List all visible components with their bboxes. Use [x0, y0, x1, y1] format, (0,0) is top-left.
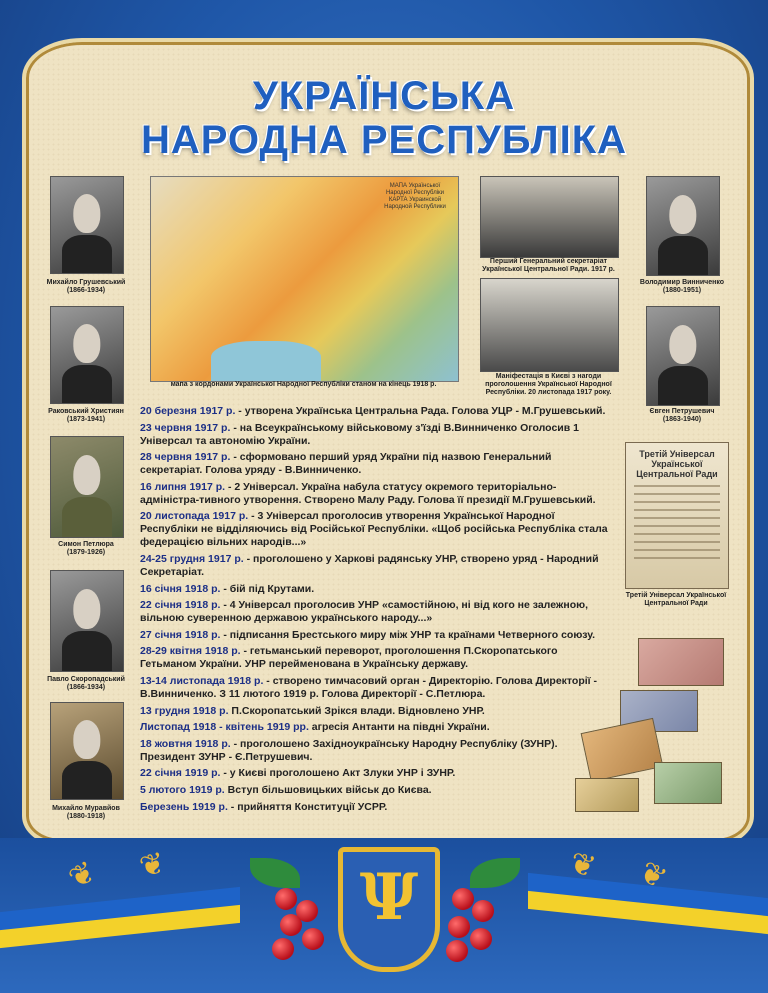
- document-heading: Третій Універсал Української Центральної Ради: [636, 449, 718, 479]
- portrait-rakovsky: [50, 306, 124, 404]
- portrait-caption: Михайло Грушевський (1866-1934): [46, 279, 126, 294]
- viburnum-berry-icon: [452, 888, 474, 910]
- timeline-item: 24-25 грудня 1917 р. - проголошено у Харкові радянську УНР, створено уряд - Народний Секретаріат.: [140, 552, 599, 578]
- timeline-item: 28-29 квітня 1918 р. - гетьманський переворот, проголошення П.Скоропатського Гетьманом України. УНР перейменована в Українську державу.: [140, 645, 558, 671]
- timeline-item: 16 липня 1917 р. - 2 Універсал. Україна набула статусу окремого територіально-адміністра-тивного утворення. Створено Малу Раду. Голова її президії М.Грушевський.: [140, 480, 596, 506]
- timeline-item: 18 жовтня 1918 р. - проголошено Західноукраїнську Народну Республіку (ЗУНР). Президент ЗУНР - Є.Петрушевич.: [140, 737, 558, 763]
- portrait-caption: Володимир Винниченко (1880-1951): [639, 279, 725, 294]
- timeline-item: 20 березня 1917 р. - утворена Українська Центральна Рада. Голова УЦР - М.Грушевський.: [140, 405, 606, 417]
- banknote-image: [638, 638, 724, 686]
- wheat-icon: ❦: [136, 846, 169, 885]
- viburnum-berry-icon: [272, 938, 294, 960]
- timeline-item: 28 червня 1917 р. - сформовано перший уряд України під назвою Генеральний секретаріат. Голова уряду - В.Винниченко.: [140, 451, 552, 477]
- document-caption: Третій Універсал Української Центральної Ради: [625, 592, 727, 607]
- portrait-vynnychenko: [646, 176, 720, 276]
- poster-title-line2: НАРОДНА РЕСПУБЛІКА: [140, 118, 627, 162]
- timeline-item: 20 листопада 1917 р. - 3 Універсал проголосив утворення Української Народної Республіки не відділяючись від Російської Республіки. «Щоб російська Республіка стала федерацією вільних народів...»: [140, 510, 608, 549]
- portrait-petliura: [50, 436, 124, 538]
- portrait-caption: Михайло Муравйов (1880-1918): [52, 805, 120, 820]
- timeline-item: 23 червня 1917 р. - на Всеукраїнському військовому з'їзді В.Винниченко Оголосив 1 Універсал та автономію України.: [140, 421, 579, 447]
- portrait-caption: Павло Скоропадський (1866-1934): [47, 676, 125, 691]
- wheat-icon: ❦: [566, 846, 599, 885]
- viburnum-berry-icon: [448, 916, 470, 938]
- trident-icon: Ψ: [359, 860, 419, 935]
- map-caption: мапа з кордонами Української Народної Республіки станом на кінець 1918 р.: [170, 381, 437, 388]
- banknote-image: [654, 762, 722, 804]
- viburnum-berry-icon: [302, 928, 324, 950]
- third-universal-document: [625, 442, 729, 589]
- timeline-item: 22 січня 1919 р. - у Києві проголошено Акт Злуки УНР і ЗУНР.: [140, 767, 456, 780]
- ukrainian-flag-ribbon-left: [0, 887, 240, 949]
- timeline-item: 16 січня 1918 р. - бій під Крутами.: [140, 582, 315, 595]
- portrait-caption: Раковський Християн (1873-1941): [48, 408, 124, 423]
- general-secretariat-photo: [480, 176, 619, 258]
- timeline-item: 27 січня 1918 р. - підписання Брестського миру між УНР та країнами Четверного союзу.: [140, 628, 596, 641]
- viburnum-berry-icon: [470, 928, 492, 950]
- photo-caption: Перший Генеральний секретаріат Української Центральної Ради. 1917 р.: [482, 258, 615, 273]
- photo-caption: Маніфестація в Києві з нагоди проголошення Української Народної Республіки. 20 листопада 1917 року.: [485, 373, 612, 396]
- coat-of-arms-trident-icon: [338, 847, 440, 972]
- timeline-item: Березень 1919 р. - прийняття Конституції УСРР.: [140, 800, 388, 813]
- viburnum-leaf-icon: [250, 858, 300, 888]
- portrait-muravyov: [50, 702, 124, 800]
- wheat-icon: ❦: [63, 854, 102, 897]
- timeline-list: [140, 405, 610, 817]
- portrait-caption: Євген Петрушевич (1863-1940): [649, 408, 715, 423]
- timeline-item: 13 грудня 1918 р. П.Скоропатський Зрікся влади. Відновлено УНР.: [140, 704, 485, 717]
- portrait-hrushevsky: [50, 176, 124, 274]
- wheat-icon: ❦: [633, 854, 672, 897]
- viburnum-berry-icon: [280, 914, 302, 936]
- portrait-caption: Симон Петлюра (1879-1926): [58, 541, 114, 556]
- kyiv-manifestation-photo: [480, 278, 619, 372]
- timeline-item: 22 січня 1918 р. - 4 Універсал проголосив УНР «самостійною, ні від кого не залежною, вільною суверенною державою українського народу...»: [140, 599, 588, 625]
- unr-map-image: [150, 176, 459, 382]
- timeline-item: 5 лютого 1919 р. Вступ більшовицьких військ до Києва.: [140, 783, 432, 796]
- map-inner-label: МАПА Української Народної Республіки КАРТА Украинской Народной Республики: [384, 183, 446, 210]
- poster-title-line1: УКРАЇНСЬКА: [252, 74, 516, 118]
- timeline-item: Листопад 1918 - квітень 1919 рр. агресія Антанти на півдні України.: [140, 721, 490, 734]
- viburnum-leaf-icon: [470, 858, 520, 888]
- viburnum-berry-icon: [275, 888, 297, 910]
- portrait-skoropadsky: [50, 570, 124, 672]
- viburnum-berry-icon: [446, 940, 468, 962]
- timeline-item: 13-14 листопада 1918 р. - створено тимчасовий орган - Директорію. Голова Директорії - В.Винниченко. З 11 лютого 1919 р. Голова Директорії - С.Петлюра.: [140, 674, 598, 700]
- portrait-petrushevych: [646, 306, 720, 406]
- viburnum-berry-icon: [472, 900, 494, 922]
